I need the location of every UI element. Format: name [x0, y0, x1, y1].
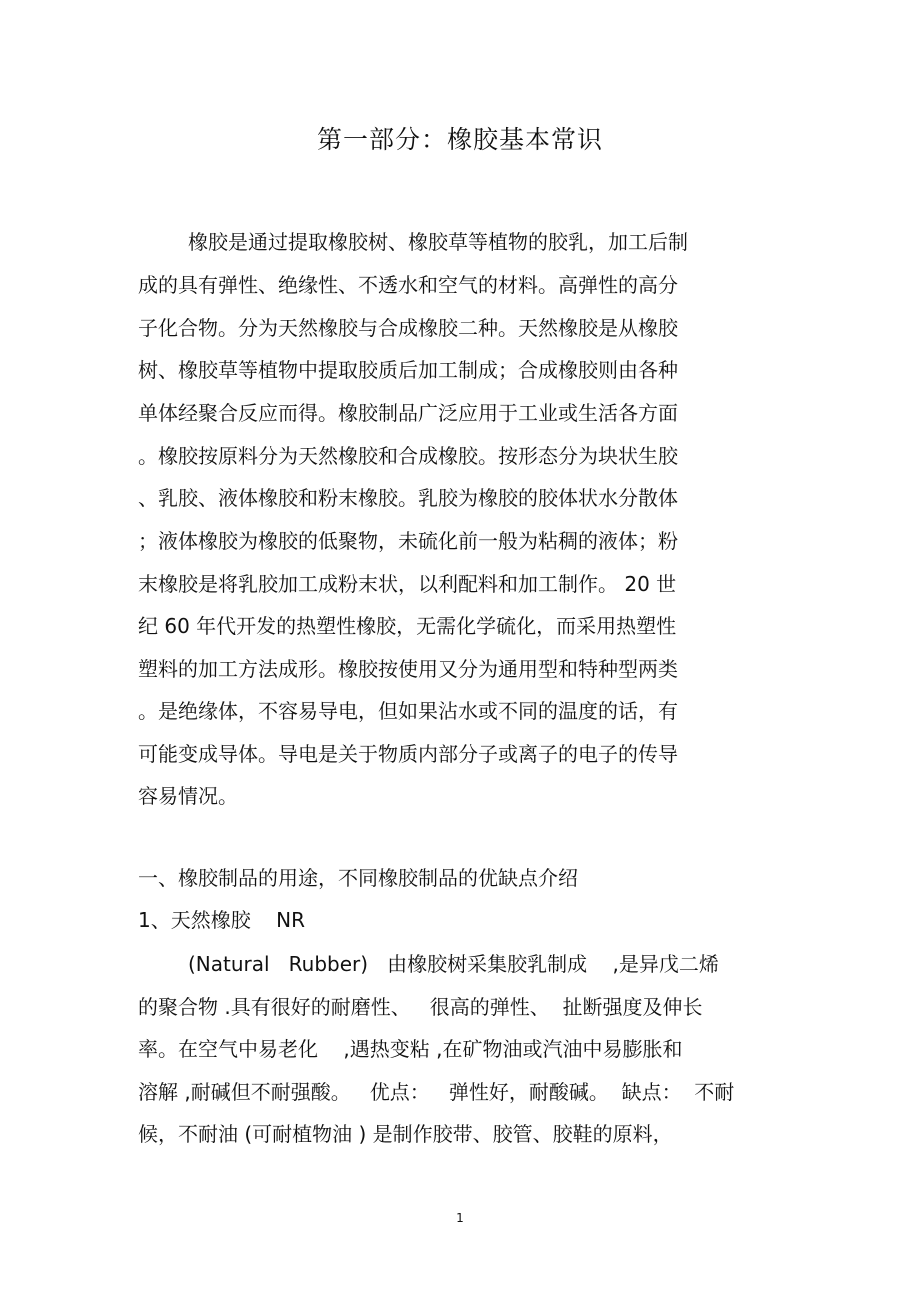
intro-line: 。是绝缘体，不容易导电，但如果沾水或不同的温度的话，有 [138, 699, 678, 723]
intro-line: 塑料的加工方法成形。橡胶按使用又分为通用型和特种型两类 [138, 657, 678, 681]
intro-line: 末橡胶是将乳胶加工成粉末状，以利配料和加工制作。 20 世 [138, 572, 677, 596]
intro-line: 、乳胶、液体橡胶和粉末橡胶。乳胶为橡胶的胶体状水分散体 [138, 486, 678, 510]
nr-paragraph-line: 率。在空气中易老化 ,遇热变粘 ,在矿物油或汽油中易膨胀和 [138, 1037, 683, 1061]
intro-line: ；液体橡胶为橡胶的低聚物，未硫化前一般为粘稠的液体；粉 [138, 529, 678, 553]
intro-line: 容易情况。 [138, 784, 238, 808]
intro-line: 。橡胶按原料分为天然橡胶和合成橡胶。按形态分为块状生胶 [138, 444, 678, 468]
intro-line: 橡胶是通过提取橡胶树、橡胶草等植物的胶乳，加工后制 [188, 230, 688, 254]
section-heading: 一、橡胶制品的用途，不同橡胶制品的优缺点介绍 [138, 866, 578, 890]
subsection-heading: 1、天然橡胶 NR [138, 908, 306, 932]
nr-paragraph-line: 候，不耐油 (可耐植物油 ) 是制作胶带、胶管、胶鞋的原料， [138, 1122, 673, 1146]
page-number: 1 [456, 1211, 464, 1225]
nr-paragraph-line: 溶解 ,耐碱但不耐强酸。 优点： 弹性好，耐酸碱。 缺点： 不耐 [138, 1080, 735, 1104]
intro-line: 纪 60 年代开发的热塑性橡胶，无需化学硫化，而采用热塑性 [138, 614, 677, 638]
page-title: 第一部分：橡胶基本常识 [316, 125, 603, 154]
intro-line: 树、橡胶草等植物中提取胶质后加工制成；合成橡胶则由各种 [138, 358, 678, 382]
intro-line: 单体经聚合反应而得。橡胶制品广泛应用于工业或生活各方面 [138, 401, 678, 425]
nr-paragraph-line: 的聚合物 .具有很好的耐磨性、 很高的弹性、 扯断强度及伸长 [138, 995, 703, 1019]
nr-paragraph-line: (Natural Rubber) 由橡胶树采集胶乳制成 ,是异戊二烯 [188, 952, 719, 976]
intro-line: 子化合物。分为天然橡胶与合成橡胶二种。天然橡胶是从橡胶 [138, 316, 678, 340]
intro-line: 可能变成导体。导电是关于物质内部分子或离子的电子的传导 [138, 742, 678, 766]
intro-line: 成的具有弹性、绝缘性、不透水和空气的材料。高弹性的高分 [138, 273, 678, 297]
